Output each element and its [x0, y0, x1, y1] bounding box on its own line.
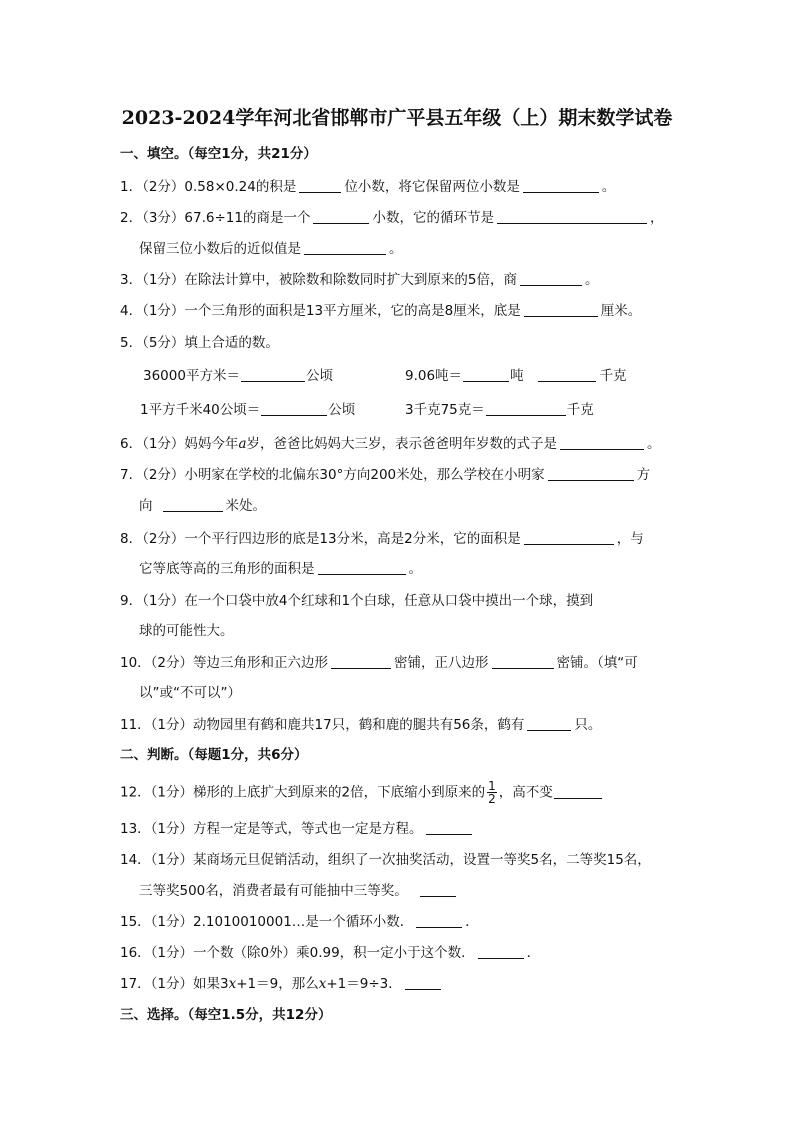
question-2: 2．（3分）67.6÷11的商是一个 小数，它的循环节是 ，: [120, 210, 664, 226]
answer-blank[interactable]: [420, 883, 456, 897]
answer-blank[interactable]: [492, 655, 554, 669]
question-8: 8．（2分）一个平行四边形的底是13分米，高是2分米，它的面积是 ，与: [120, 531, 644, 547]
question-2-cont: 保留三位小数后的近似值是 。: [139, 241, 403, 257]
answer-blank[interactable]: [560, 436, 644, 450]
answer-blank[interactable]: [478, 945, 524, 959]
fraction-one-half: $\frac{1}{2}$: [488, 779, 496, 806]
section-heading-choice: 三、选择。（每空1.5分，共12分）: [120, 1007, 332, 1023]
answer-blank[interactable]: [527, 717, 571, 731]
question-6: 6．（1分）妈妈今年a岁，爸爸比妈妈大三岁，表示爸爸明年岁数的式子是 。: [120, 436, 661, 452]
question-14: 14．（1分）某商场元旦促销活动，组织了一次抽奖活动，设置一等奖5名，二等奖15名，: [120, 852, 651, 868]
question-10: 10．（2分）等边三角形和正六边形 密铺，正八边形 密铺。（填“可: [120, 655, 638, 671]
question-12: 12．（1分）梯形的上底扩大到原来的2倍，下底缩小到原来的 $\frac{1}{2}$ ，高不变: [120, 780, 605, 805]
question-7-cont: 向 米处。: [139, 498, 266, 514]
question-5-row-2a: 1平方千米40公顷＝ 公顷: [140, 402, 356, 418]
question-17: 17．（1分）如果3x+1＝9，那么x+1＝9÷3．: [120, 975, 444, 993]
answer-blank[interactable]: [524, 531, 614, 545]
question-5-row-1b: 9.06吨＝ 吨 千克: [405, 368, 627, 384]
question-5-row-2b: 3千克75克＝ 千克: [405, 402, 594, 418]
question-9: 9．（1分）在一个口袋中放4个红球和1个白球，任意从口袋中摸出一个球，摸到: [120, 593, 594, 609]
answer-blank[interactable]: [497, 210, 647, 224]
answer-blank[interactable]: [416, 914, 462, 928]
question-10-cont: 以”或“不可以”）: [139, 685, 241, 701]
question-9-cont: 球的可能性大。: [139, 623, 234, 639]
question-7: 7．（2分）小明家在学校的北偏东30°方向200米处，那么学校在小明家 方: [120, 467, 651, 483]
answer-blank[interactable]: [538, 368, 596, 382]
answer-blank[interactable]: [523, 179, 599, 193]
question-15: 15．（1分）2.1010010001…是一个循环小数． ．: [120, 914, 479, 930]
answer-blank[interactable]: [163, 498, 223, 512]
page-title: 2023-2024学年河北省邯郸市广平县五年级（上）期末数学试卷: [121, 107, 673, 129]
answer-blank[interactable]: [548, 467, 634, 481]
answer-blank[interactable]: [520, 272, 582, 286]
answer-blank[interactable]: [524, 303, 598, 317]
question-14-cont: 三等奖500名，消费者最有可能抽中三等奖。: [139, 882, 459, 900]
section-heading-judge: 二、判断。（每题1分，共6分）: [120, 747, 308, 763]
question-8-cont: 它等底等高的三角形的面积是 。: [139, 561, 422, 577]
section-heading-fill: 一、填空。（每空1分，共21分）: [120, 146, 317, 162]
answer-blank[interactable]: [304, 241, 386, 255]
answer-blank[interactable]: [299, 179, 341, 193]
question-5-row-1a: 36000平方米＝ 公顷: [143, 368, 333, 384]
answer-blank[interactable]: [313, 210, 369, 224]
answer-blank[interactable]: [426, 821, 472, 835]
question-1: 1．（2分）0.58×0.24的积是 位小数，将它保留两位小数是 。: [120, 179, 616, 195]
answer-blank[interactable]: [405, 976, 441, 990]
question-4: 4．（1分）一个三角形的面积是13平方厘米，它的高是8厘米，底是 厘米。: [120, 303, 642, 319]
answer-blank[interactable]: [318, 561, 406, 575]
answer-blank[interactable]: [261, 402, 327, 416]
question-11: 11．（1分）动物园里有鹤和鹿共17只，鹤和鹿的腿共有56条，鹤有 只。: [120, 717, 602, 733]
question-5: 5．（5分）填上合适的数。: [120, 335, 279, 351]
answer-blank[interactable]: [331, 655, 391, 669]
answer-blank[interactable]: [241, 368, 305, 382]
answer-blank[interactable]: [486, 402, 566, 416]
question-16: 16．（1分）一个数（除0外）乘0.99，积一定小于这个数． ．: [120, 945, 541, 961]
question-13: 13．（1分）方程一定是等式，等式也一定是方程。: [120, 820, 475, 838]
answer-blank[interactable]: [554, 785, 602, 799]
answer-blank[interactable]: [463, 368, 509, 382]
question-3: 3．（1分）在除法计算中，被除数和除数同时扩大到原来的5倍，商 。: [120, 272, 599, 288]
